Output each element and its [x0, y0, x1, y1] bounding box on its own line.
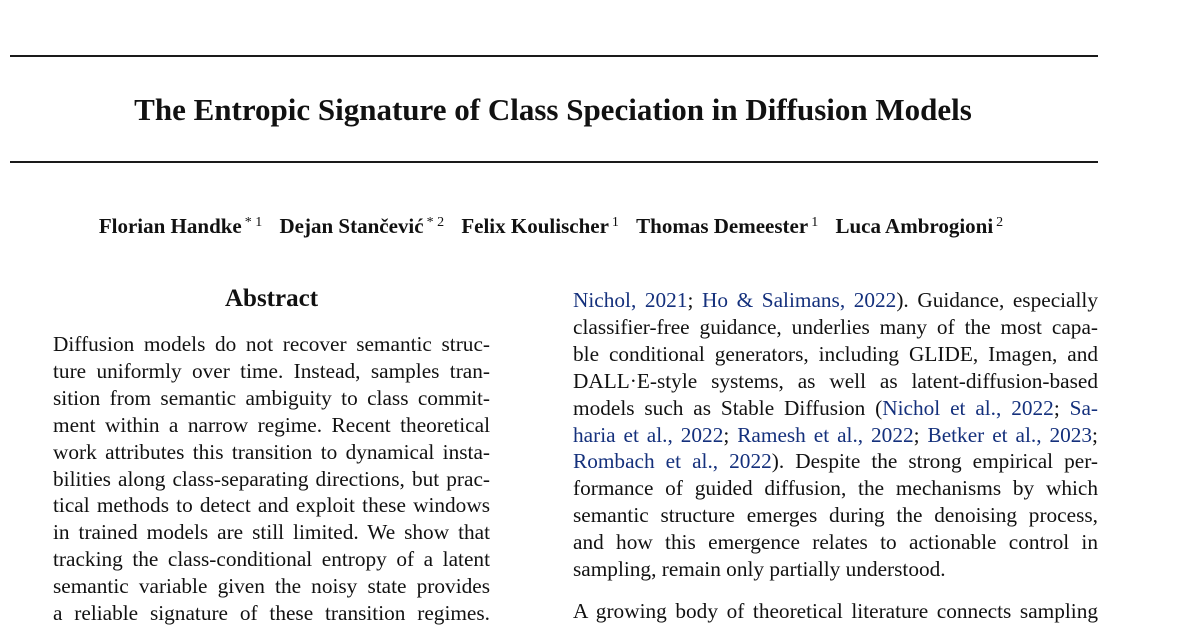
- intro-line: models such as Stable Diffusion (Nichol et al., 2022; Sa-: [573, 395, 1098, 420]
- citation-link[interactable]: Sa-: [1069, 395, 1098, 420]
- citation-link[interactable]: Nichol, 2021: [573, 288, 688, 312]
- abstract-heading: Abstract: [224, 285, 319, 312]
- abstract-line: Diffusion models do not recover semantic struc-: [53, 332, 490, 356]
- author: [280, 214, 445, 238]
- intro-line: haria et al., 2022; Ramesh et al., 2022; Betker et al., 2023;: [573, 422, 1098, 447]
- abstract-line: bilities along class-separating directions, but prac-: [53, 466, 490, 491]
- abstract-line: a reliable signature of these transition regimes.: [53, 601, 490, 626]
- intro-line: sampling, remain only partially understood.: [573, 557, 946, 582]
- citation-link[interactable]: Nichol et al., 2022: [882, 395, 1054, 420]
- author-name: Dejan Stančević: [279, 214, 424, 238]
- title-rule-bottom: [10, 161, 1098, 163]
- author-list: [0, 208, 1102, 241]
- citation-link[interactable]: Ho & Salimans, 2022: [701, 288, 897, 312]
- author-affiliation-mark: * 2: [426, 215, 445, 230]
- abstract-line: tracking the class-conditional entropy of a latent: [53, 547, 490, 572]
- author-name: Thomas Demeester: [636, 214, 809, 238]
- abstract-section: [53, 281, 490, 627]
- intro-line: semantic structure emerges during the denoising process,: [573, 503, 1098, 528]
- abstract-line: ment within a narrow regime. Recent theoretical: [53, 412, 490, 437]
- author-affiliation-mark: 2: [996, 215, 1004, 230]
- abstract-line: tical methods to detect and exploit these windows: [53, 493, 490, 518]
- abstract-line: sition from semantic ambiguity to class commit-: [53, 385, 490, 410]
- author-name: Felix Koulischer: [461, 214, 609, 238]
- introduction-text: [573, 287, 1098, 625]
- paper-title: The Entropic Signature of Class Speciation in Diffusion Models: [134, 92, 972, 127]
- intro-line: DALL·E-style systems, as well as latent-diffusion-based: [573, 368, 1098, 393]
- author-name: Florian Handke: [98, 214, 242, 238]
- intro-line: A growing body of theoretical literature connects sampling: [573, 598, 1098, 623]
- abstract-line: semantic variable given the noisy state provides: [53, 574, 490, 599]
- author: [461, 214, 619, 238]
- intro-line: and how this emergence relates to actionable control in: [573, 530, 1098, 555]
- author-affiliation-mark: 1: [611, 215, 619, 230]
- intro-line: Nichol, 2021; Ho & Salimans, 2022). Guidance, especially: [573, 288, 1098, 312]
- citation-link[interactable]: haria et al., 2022: [573, 422, 724, 447]
- author-affiliation-mark: 1: [811, 215, 819, 230]
- citation-link[interactable]: Ramesh et al., 2022: [737, 422, 914, 447]
- author: [835, 214, 1003, 238]
- intro-line: formance of guided diffusion, the mechanisms by which: [573, 476, 1098, 501]
- abstract-line: work attributes this transition to dynamical insta-: [53, 439, 490, 464]
- abstract-line: ture uniformly over time. Instead, samples tran-: [53, 358, 490, 383]
- title-rule-top: [10, 55, 1098, 57]
- intro-line: Rombach et al., 2022). Despite the strong empirical per-: [573, 449, 1098, 474]
- intro-line: ble conditional generators, including GLIDE, Imagen, and: [573, 341, 1098, 366]
- paragraph-gap: [573, 583, 1098, 598]
- citation-link[interactable]: Betker et al., 2023: [927, 422, 1093, 447]
- author: [636, 214, 818, 238]
- author-name: Luca Ambrogioni: [835, 214, 994, 238]
- abstract-line: in trained models are still limited. We show that: [53, 520, 490, 545]
- citation-link[interactable]: Rombach et al., 2022: [573, 449, 772, 474]
- intro-line: classifier-free guidance, underlies many of the most capa-: [573, 314, 1098, 339]
- author-affiliation-mark: * 1: [244, 215, 263, 230]
- author: [99, 214, 262, 238]
